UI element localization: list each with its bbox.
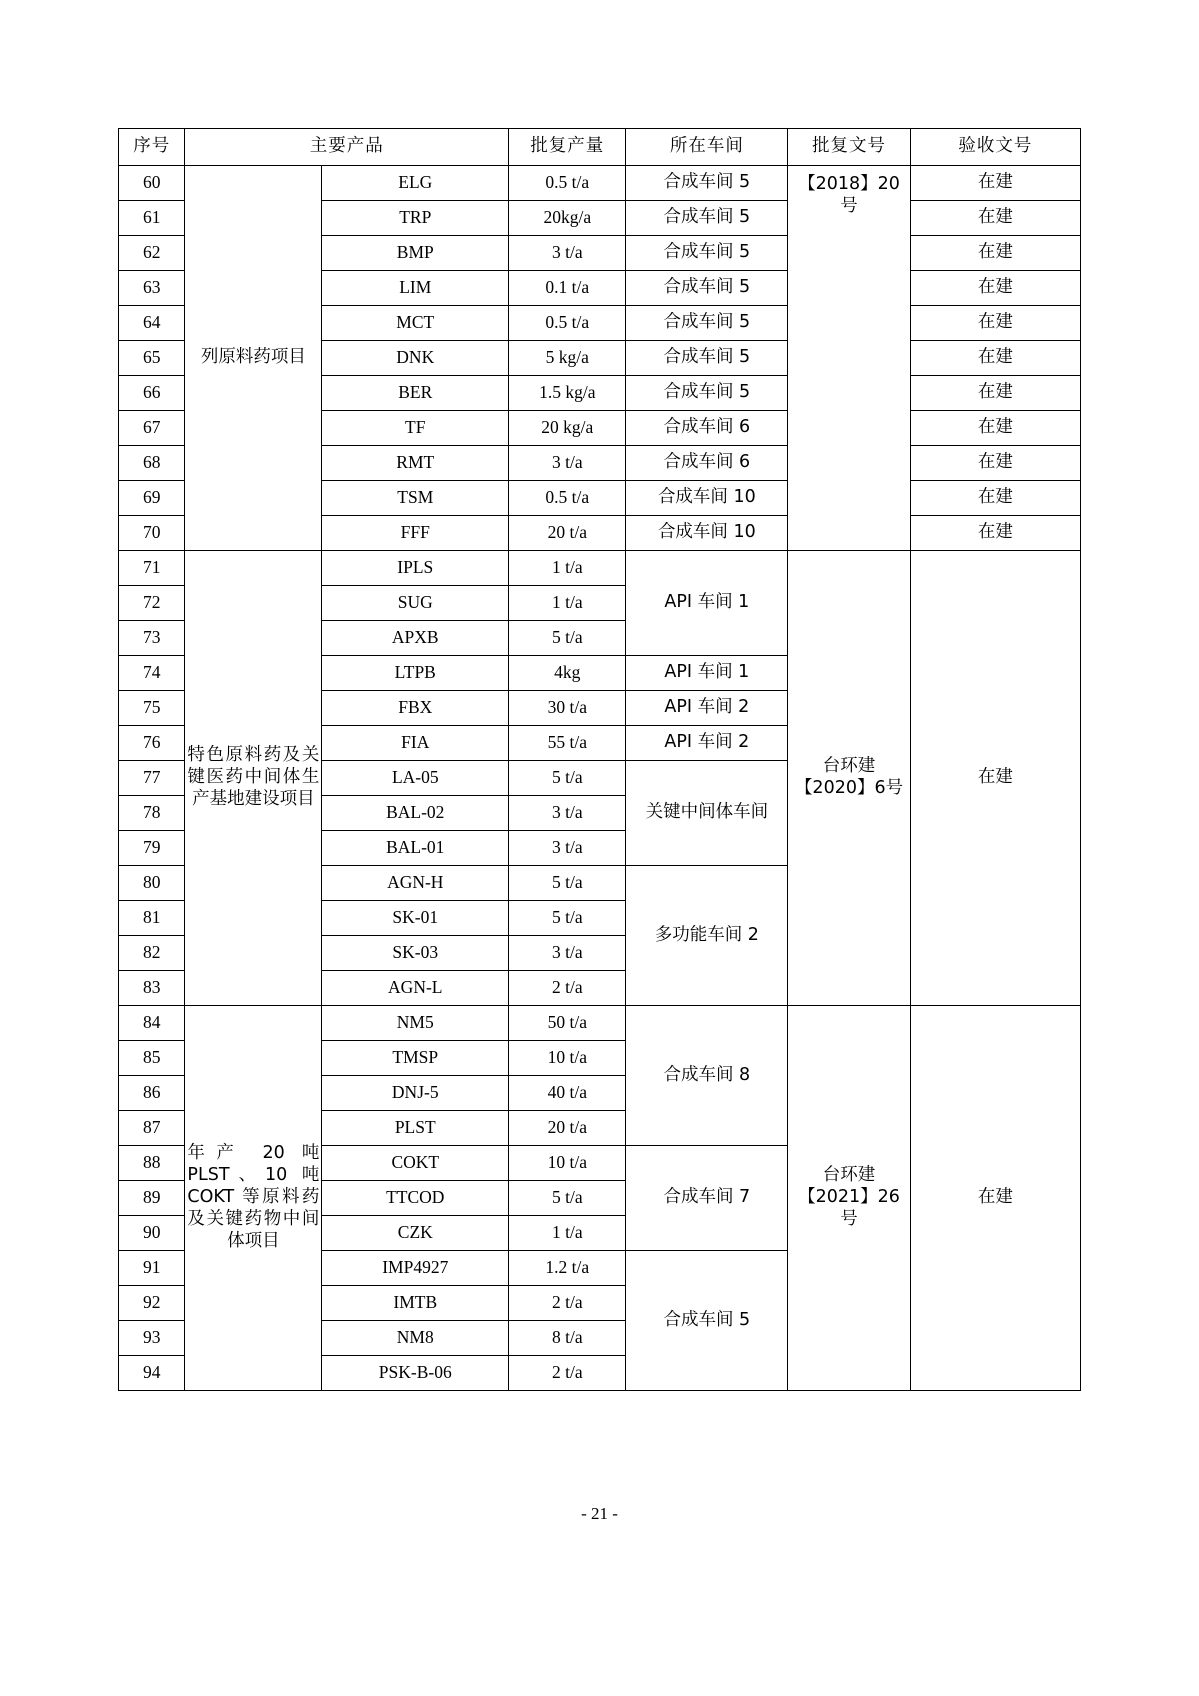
- cell-acceptance: 在建: [910, 306, 1080, 341]
- cell-acceptance: 在建: [910, 516, 1080, 551]
- product-approval-table: [118, 128, 1081, 1391]
- cell-acceptance: 在建: [910, 481, 1080, 516]
- cell-output: 0.5 t/a: [509, 166, 626, 201]
- cell-workshop: 合成车间 6: [626, 446, 788, 481]
- cell-no: 71: [119, 551, 185, 586]
- cell-output: 20 t/a: [509, 516, 626, 551]
- cell-product: LIM: [322, 271, 509, 306]
- cell-no: 85: [119, 1041, 185, 1076]
- cell-output: 20 kg/a: [509, 411, 626, 446]
- cell-output: 50 t/a: [509, 1006, 626, 1041]
- cell-product: FIA: [322, 726, 509, 761]
- cell-output: 3 t/a: [509, 446, 626, 481]
- cell-product: TMSP: [322, 1041, 509, 1076]
- cell-approval-doc: 台环建【2021】26号: [788, 1006, 910, 1391]
- cell-product: AGN-H: [322, 866, 509, 901]
- cell-output: 5 t/a: [509, 866, 626, 901]
- table-row: [119, 166, 1081, 201]
- cell-workshop: 关键中间体车间: [626, 761, 788, 866]
- cell-product: FFF: [322, 516, 509, 551]
- cell-product: COKT: [322, 1146, 509, 1181]
- cell-no: 61: [119, 201, 185, 236]
- column-header-no: 序号: [119, 129, 185, 166]
- cell-workshop: 多功能车间 2: [626, 866, 788, 1006]
- table-row: [119, 1006, 1081, 1041]
- cell-no: 63: [119, 271, 185, 306]
- cell-workshop: 合成车间 5: [626, 166, 788, 201]
- cell-no: 78: [119, 796, 185, 831]
- cell-product: MCT: [322, 306, 509, 341]
- cell-product: LTPB: [322, 656, 509, 691]
- cell-acceptance: 在建: [910, 271, 1080, 306]
- page-number: - 21 -: [581, 1504, 618, 1523]
- cell-output: 3 t/a: [509, 831, 626, 866]
- cell-product: DNK: [322, 341, 509, 376]
- cell-output: 2 t/a: [509, 971, 626, 1006]
- cell-output: 40 t/a: [509, 1076, 626, 1111]
- cell-acceptance: 在建: [910, 341, 1080, 376]
- cell-workshop: 合成车间 5: [626, 201, 788, 236]
- cell-approval-doc: 台环建【2020】6号: [788, 551, 910, 1006]
- cell-output: 1 t/a: [509, 586, 626, 621]
- cell-product: IMTB: [322, 1286, 509, 1321]
- cell-output: 5 t/a: [509, 761, 626, 796]
- cell-workshop: 合成车间 5: [626, 271, 788, 306]
- cell-no: 60: [119, 166, 185, 201]
- cell-output: 5 kg/a: [509, 341, 626, 376]
- cell-acceptance: 在建: [910, 411, 1080, 446]
- cell-product: ELG: [322, 166, 509, 201]
- cell-workshop: API 车间 1: [626, 656, 788, 691]
- cell-acceptance: 在建: [910, 236, 1080, 271]
- cell-output: 3 t/a: [509, 796, 626, 831]
- cell-workshop: 合成车间 5: [626, 236, 788, 271]
- cell-project: 列原料药项目: [185, 166, 322, 551]
- cell-no: 69: [119, 481, 185, 516]
- cell-output: 20 t/a: [509, 1111, 626, 1146]
- cell-workshop: 合成车间 6: [626, 411, 788, 446]
- cell-no: 67: [119, 411, 185, 446]
- cell-product: AGN-L: [322, 971, 509, 1006]
- column-header-output: 批复产量: [509, 129, 626, 166]
- cell-workshop: 合成车间 5: [626, 1251, 788, 1391]
- cell-workshop: API 车间 1: [626, 551, 788, 656]
- cell-output: 1 t/a: [509, 1216, 626, 1251]
- cell-no: 68: [119, 446, 185, 481]
- cell-product: NM5: [322, 1006, 509, 1041]
- cell-no: 83: [119, 971, 185, 1006]
- cell-product: SK-01: [322, 901, 509, 936]
- cell-workshop: 合成车间 5: [626, 376, 788, 411]
- cell-no: 80: [119, 866, 185, 901]
- cell-output: 1 t/a: [509, 551, 626, 586]
- cell-product: TSM: [322, 481, 509, 516]
- cell-product: SK-03: [322, 936, 509, 971]
- cell-output: 55 t/a: [509, 726, 626, 761]
- cell-output: 5 t/a: [509, 901, 626, 936]
- cell-product: FBX: [322, 691, 509, 726]
- cell-project: 年产 20 吨 PLST、10 吨 COKT 等原料药及关键药物中间体项目: [185, 1006, 322, 1391]
- cell-workshop: 合成车间 5: [626, 341, 788, 376]
- cell-no: 64: [119, 306, 185, 341]
- cell-no: 79: [119, 831, 185, 866]
- cell-workshop: 合成车间 10: [626, 516, 788, 551]
- cell-approval-doc: 【2018】20号: [788, 166, 910, 551]
- column-header-acceptance: 验收文号: [910, 129, 1080, 166]
- cell-output: 30 t/a: [509, 691, 626, 726]
- cell-project: 特色原料药及关键医药中间体生产基地建设项目: [185, 551, 322, 1006]
- cell-product: SUG: [322, 586, 509, 621]
- cell-output: 5 t/a: [509, 621, 626, 656]
- cell-no: 66: [119, 376, 185, 411]
- cell-output: 20kg/a: [509, 201, 626, 236]
- cell-product: NM8: [322, 1321, 509, 1356]
- cell-output: 2 t/a: [509, 1356, 626, 1391]
- cell-no: 88: [119, 1146, 185, 1181]
- cell-output: 8 t/a: [509, 1321, 626, 1356]
- cell-no: 75: [119, 691, 185, 726]
- cell-no: 76: [119, 726, 185, 761]
- cell-no: 92: [119, 1286, 185, 1321]
- cell-no: 77: [119, 761, 185, 796]
- cell-workshop: API 车间 2: [626, 691, 788, 726]
- table-row: [119, 551, 1081, 586]
- cell-workshop: 合成车间 7: [626, 1146, 788, 1251]
- table-body: [119, 166, 1081, 1391]
- column-header-product: 主要产品: [185, 129, 509, 166]
- cell-product: CZK: [322, 1216, 509, 1251]
- cell-output: 3 t/a: [509, 236, 626, 271]
- cell-output: 0.5 t/a: [509, 481, 626, 516]
- cell-output: 2 t/a: [509, 1286, 626, 1321]
- cell-no: 72: [119, 586, 185, 621]
- cell-product: DNJ-5: [322, 1076, 509, 1111]
- cell-no: 90: [119, 1216, 185, 1251]
- cell-no: 94: [119, 1356, 185, 1391]
- cell-output: 3 t/a: [509, 936, 626, 971]
- cell-output: 0.1 t/a: [509, 271, 626, 306]
- cell-no: 86: [119, 1076, 185, 1111]
- cell-acceptance: 在建: [910, 551, 1080, 1006]
- cell-output: 0.5 t/a: [509, 306, 626, 341]
- cell-output: 10 t/a: [509, 1146, 626, 1181]
- cell-product: IPLS: [322, 551, 509, 586]
- cell-no: 93: [119, 1321, 185, 1356]
- column-header-approval: 批复文号: [788, 129, 910, 166]
- cell-workshop: 合成车间 8: [626, 1006, 788, 1146]
- cell-no: 65: [119, 341, 185, 376]
- cell-workshop: API 车间 2: [626, 726, 788, 761]
- cell-no: 91: [119, 1251, 185, 1286]
- cell-product: LA-05: [322, 761, 509, 796]
- cell-workshop: 合成车间 5: [626, 306, 788, 341]
- cell-product: TRP: [322, 201, 509, 236]
- cell-product: BAL-01: [322, 831, 509, 866]
- cell-no: 74: [119, 656, 185, 691]
- cell-workshop: 合成车间 10: [626, 481, 788, 516]
- cell-no: 84: [119, 1006, 185, 1041]
- cell-product: PSK-B-06: [322, 1356, 509, 1391]
- cell-product: BMP: [322, 236, 509, 271]
- cell-product: RMT: [322, 446, 509, 481]
- table-header: [119, 129, 1081, 166]
- cell-acceptance: 在建: [910, 446, 1080, 481]
- cell-no: 87: [119, 1111, 185, 1146]
- cell-product: TF: [322, 411, 509, 446]
- cell-no: 70: [119, 516, 185, 551]
- cell-acceptance: 在建: [910, 201, 1080, 236]
- cell-product: BAL-02: [322, 796, 509, 831]
- table-header-row: [119, 129, 1081, 166]
- cell-output: 1.2 t/a: [509, 1251, 626, 1286]
- cell-no: 82: [119, 936, 185, 971]
- cell-product: TTCOD: [322, 1181, 509, 1216]
- cell-product: PLST: [322, 1111, 509, 1146]
- cell-no: 81: [119, 901, 185, 936]
- cell-acceptance: 在建: [910, 166, 1080, 201]
- column-header-workshop: 所在车间: [626, 129, 788, 166]
- cell-product: IMP4927: [322, 1251, 509, 1286]
- cell-no: 62: [119, 236, 185, 271]
- cell-product: BER: [322, 376, 509, 411]
- cell-no: 73: [119, 621, 185, 656]
- cell-output: 10 t/a: [509, 1041, 626, 1076]
- cell-acceptance: 在建: [910, 1006, 1080, 1391]
- cell-output: 1.5 kg/a: [509, 376, 626, 411]
- cell-output: 4kg: [509, 656, 626, 691]
- cell-no: 89: [119, 1181, 185, 1216]
- cell-output: 5 t/a: [509, 1181, 626, 1216]
- cell-product: APXB: [322, 621, 509, 656]
- cell-acceptance: 在建: [910, 376, 1080, 411]
